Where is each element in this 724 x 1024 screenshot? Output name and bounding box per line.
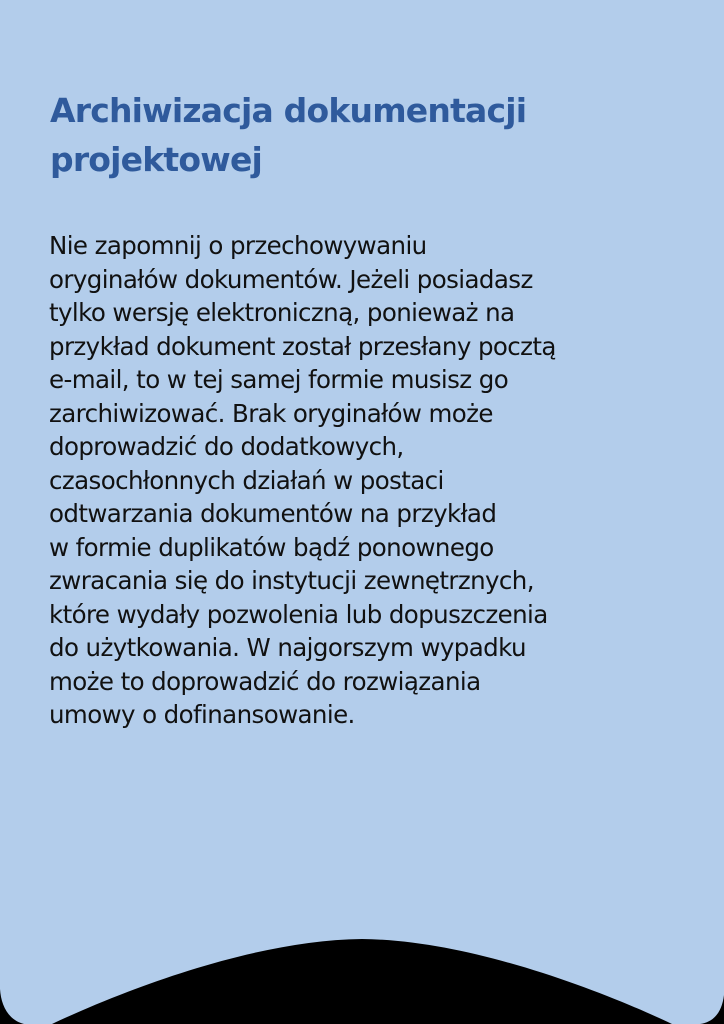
body-line: w formie duplikatów bądź ponownego bbox=[49, 532, 494, 562]
body-line: umowy o dofinansowanie. bbox=[49, 700, 355, 729]
body-line: zarchiwizować. Brak oryginałów może bbox=[49, 398, 493, 428]
title-line: Archiwizacja dokumentacji bbox=[50, 91, 527, 130]
body-line: doprowadzić do dodatkowych, bbox=[49, 432, 404, 461]
body-line: przykład dokument został przesłany pocztą bbox=[49, 331, 556, 361]
body-line: czasochłonnych działań w postaci bbox=[49, 465, 444, 495]
body-line: Nie zapomnij o przechowywaniu bbox=[49, 231, 427, 260]
body-line: może to doprowadzić do rozwiązania bbox=[49, 666, 481, 696]
body-line: które wydały pozwolenia lub dopuszczenia bbox=[49, 599, 548, 629]
card-body-paragraph bbox=[49, 229, 689, 732]
body-line: zwracania się do instytucji zewnętrznych, bbox=[49, 566, 534, 595]
card-title bbox=[50, 86, 690, 184]
body-line: oryginałów dokumentów. Jeżeli posiadasz bbox=[49, 264, 533, 294]
body-line: do użytkowania. W najgorszym wypadku bbox=[49, 633, 526, 662]
body-line: odtwarzania dokumentów na przykład bbox=[49, 499, 497, 528]
body-line: tylko wersję elektroniczną, ponieważ na bbox=[49, 298, 515, 327]
body-line: e-mail, to w tej samej formie musisz go bbox=[49, 365, 509, 394]
title-line: projektowej bbox=[50, 140, 263, 179]
